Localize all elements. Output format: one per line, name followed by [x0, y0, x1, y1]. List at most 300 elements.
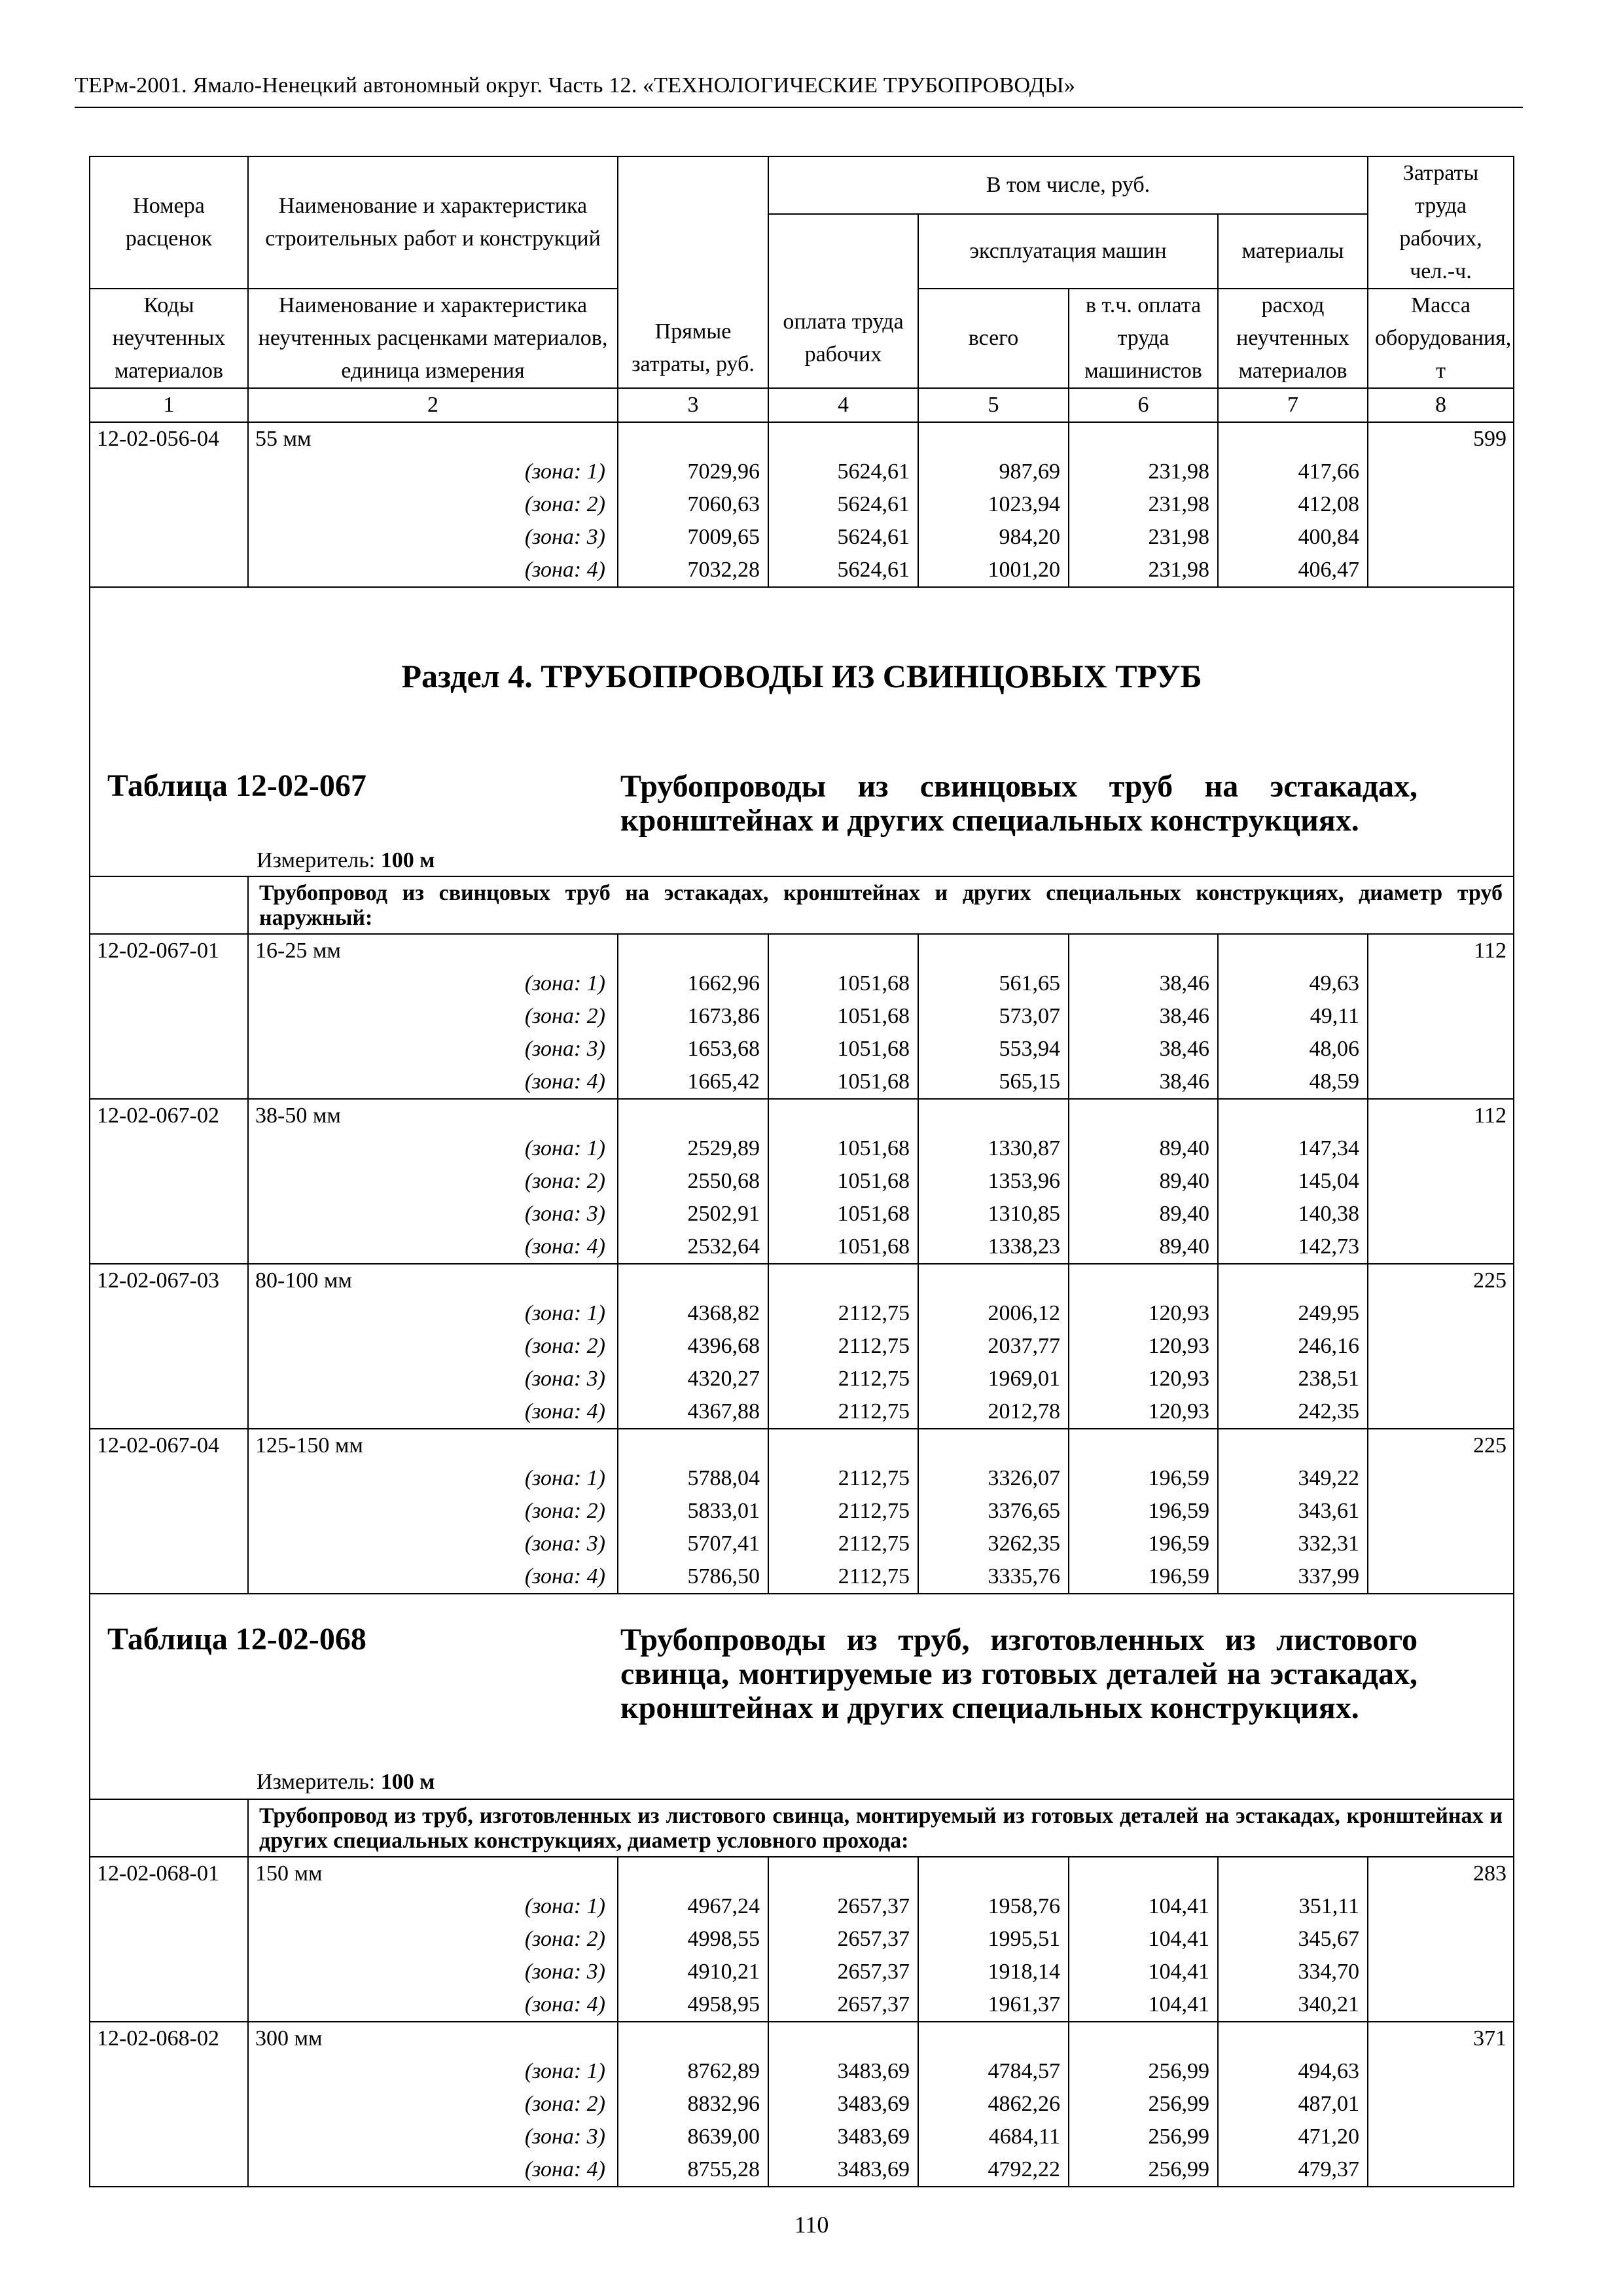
materials-cost: 337,99 — [1218, 1560, 1368, 1594]
zone-label: (зона: 1) — [248, 1890, 618, 1923]
machines-cost: 4784,57 — [918, 2055, 1069, 2088]
empty-cell — [618, 1264, 768, 1297]
empty-cell — [1368, 1560, 1514, 1594]
machines-cost: 1958,76 — [918, 1890, 1069, 1923]
wages-cost: 1051,68 — [768, 1198, 918, 1230]
col-number: 5 — [918, 388, 1069, 422]
machinist-wages: 256,99 — [1069, 2055, 1218, 2088]
zone-label: (зона: 3) — [248, 1198, 618, 1230]
direct-cost: 1653,68 — [618, 1033, 768, 1066]
empty-cell — [1368, 1000, 1514, 1033]
direct-cost: 4998,55 — [618, 1923, 768, 1956]
empty-cell — [90, 1132, 248, 1165]
wages-cost: 1051,68 — [768, 1000, 918, 1033]
zone-row — [90, 521, 1514, 554]
col-including: В том числе, руб. — [768, 156, 1368, 214]
zone-label: (зона: 2) — [248, 1923, 618, 1956]
machinist-wages: 120,93 — [1069, 1395, 1218, 1429]
labor-cost: 283 — [1368, 1857, 1514, 1890]
wages-cost: 5624,61 — [768, 554, 918, 587]
labor-cost: 112 — [1368, 1099, 1514, 1132]
machines-cost: 3326,07 — [918, 1462, 1069, 1495]
empty-cell — [90, 1066, 248, 1099]
wages-cost: 3483,69 — [768, 2153, 918, 2187]
wages-cost: 1051,68 — [768, 1230, 918, 1264]
machines-cost: 1918,14 — [918, 1956, 1069, 1988]
zone-row — [90, 488, 1514, 521]
direct-cost: 5707,41 — [618, 1528, 768, 1560]
machines-cost: 1330,87 — [918, 1132, 1069, 1165]
machinist-wages: 89,40 — [1069, 1198, 1218, 1230]
empty-cell — [1218, 1099, 1368, 1132]
rate-code: 12-02-056-04 — [90, 422, 248, 456]
empty-cell — [90, 1988, 248, 2022]
col-direct: Прямые затраты, руб. — [618, 156, 768, 388]
machinist-wages: 231,98 — [1069, 456, 1218, 488]
wages-cost: 2112,75 — [768, 1560, 918, 1594]
materials-cost: 417,66 — [1218, 456, 1368, 488]
zone-row — [90, 1890, 1514, 1923]
wages-cost: 2112,75 — [768, 1495, 918, 1528]
machinist-wages: 196,59 — [1069, 1528, 1218, 1560]
empty-cell — [1368, 1165, 1514, 1198]
empty-cell — [1368, 1363, 1514, 1395]
zone-row — [90, 967, 1514, 1000]
materials-cost: 345,67 — [1218, 1923, 1368, 1956]
zone-row — [90, 554, 1514, 587]
empty-cell — [1368, 554, 1514, 587]
materials-cost: 487,01 — [1218, 2088, 1368, 2121]
direct-cost: 4396,68 — [618, 1330, 768, 1363]
wages-cost: 1051,68 — [768, 967, 918, 1000]
empty-cell — [768, 934, 918, 967]
empty-cell — [1368, 1230, 1514, 1264]
empty-cell — [768, 1429, 918, 1462]
direct-cost: 4320,27 — [618, 1363, 768, 1395]
rate-code: 12-02-067-01 — [90, 934, 248, 967]
empty-cell — [1368, 1033, 1514, 1066]
empty-cell — [618, 1429, 768, 1462]
empty-cell — [768, 1099, 918, 1132]
empty-cell — [1069, 422, 1218, 456]
machinist-wages: 89,40 — [1069, 1165, 1218, 1198]
direct-cost: 8639,00 — [618, 2121, 768, 2153]
table-067-label: Таблица 12-02-067 — [107, 768, 366, 803]
rates-table — [89, 156, 1514, 2187]
col-machines: эксплуатация машин — [918, 214, 1218, 289]
machines-cost: 987,69 — [918, 456, 1069, 488]
zone-label: (зона: 3) — [248, 2121, 618, 2153]
materials-cost: 246,16 — [1218, 1330, 1368, 1363]
empty-cell — [1368, 521, 1514, 554]
wages-cost: 2112,75 — [768, 1297, 918, 1330]
direct-cost: 7029,96 — [618, 456, 768, 488]
rate-row — [90, 934, 1514, 967]
empty-cell — [1368, 1923, 1514, 1956]
zone-row — [90, 1528, 1514, 1560]
zone-label: (зона: 2) — [248, 488, 618, 521]
empty-cell — [918, 934, 1069, 967]
direct-cost: 5786,50 — [618, 1560, 768, 1594]
materials-cost: 238,51 — [1218, 1363, 1368, 1395]
empty-cell — [1368, 2153, 1514, 2187]
machinist-wages: 38,46 — [1069, 1066, 1218, 1099]
wages-cost: 2112,75 — [768, 1462, 918, 1495]
rate-name: 55 мм — [248, 422, 618, 456]
rate-name: 38-50 мм — [248, 1099, 618, 1132]
empty-cell — [1368, 2121, 1514, 2153]
direct-cost: 2550,68 — [618, 1165, 768, 1198]
materials-cost: 249,95 — [1218, 1297, 1368, 1330]
materials-cost: 49,63 — [1218, 967, 1368, 1000]
direct-cost: 2529,89 — [618, 1132, 768, 1165]
zone-row — [90, 1297, 1514, 1330]
rate-row — [90, 1857, 1514, 1890]
col-machines-total: всего — [918, 289, 1069, 388]
wages-cost: 2112,75 — [768, 1363, 918, 1395]
machinist-wages: 231,98 — [1069, 554, 1218, 587]
direct-cost: 4368,82 — [618, 1297, 768, 1330]
empty-cell — [918, 422, 1069, 456]
materials-cost: 340,21 — [1218, 1988, 1368, 2022]
zone-label: (зона: 2) — [248, 1495, 618, 1528]
zone-label: (зона: 1) — [248, 1297, 618, 1330]
machinist-wages: 231,98 — [1069, 488, 1218, 521]
materials-cost: 343,61 — [1218, 1495, 1368, 1528]
materials-cost: 147,34 — [1218, 1132, 1368, 1165]
machinist-wages: 196,59 — [1069, 1462, 1218, 1495]
empty-cell — [90, 1528, 248, 1560]
machines-cost: 2012,78 — [918, 1395, 1069, 1429]
wages-cost: 1051,68 — [768, 1132, 918, 1165]
empty-cell — [1069, 2022, 1218, 2055]
direct-cost: 4910,21 — [618, 1956, 768, 1988]
rate-name: 125-150 мм — [248, 1429, 618, 1462]
empty-cell — [1368, 1890, 1514, 1923]
empty-cell — [918, 1264, 1069, 1297]
zone-row — [90, 1988, 1514, 2022]
wages-cost: 2112,75 — [768, 1395, 918, 1429]
empty-cell — [1368, 1462, 1514, 1495]
table-068-description: Трубопроводы из труб, изготовленных из листового свинца, монтируемые из готовых деталей на эстакадах, кронштейнах и других специальных конструкциях. — [620, 1623, 1418, 1725]
materials-cost: 400,84 — [1218, 521, 1368, 554]
page-number: 110 — [794, 2212, 829, 2238]
empty-cell — [1069, 934, 1218, 967]
direct-cost: 7009,65 — [618, 521, 768, 554]
empty-cell — [918, 1857, 1069, 1890]
rate-row — [90, 2022, 1514, 2055]
wages-cost: 5624,61 — [768, 488, 918, 521]
measure-value: 100 м — [380, 848, 435, 872]
rate-code: 12-02-067-03 — [90, 1264, 248, 1297]
machines-cost: 984,20 — [918, 521, 1069, 554]
zone-label: (зона: 3) — [248, 1528, 618, 1560]
materials-cost: 145,04 — [1218, 1165, 1368, 1198]
direct-cost: 4367,88 — [618, 1395, 768, 1429]
empty-cell — [1368, 2055, 1514, 2088]
machinist-wages: 38,46 — [1069, 967, 1218, 1000]
section-title: Раздел 4. ТРУБОПРОВОДЫ ИЗ СВИНЦОВЫХ ТРУБ — [401, 658, 1202, 694]
direct-cost: 8832,96 — [618, 2088, 768, 2121]
empty-cell — [1069, 1264, 1218, 1297]
materials-cost: 471,20 — [1218, 2121, 1368, 2153]
col-code-top: Номера расценок — [90, 156, 248, 289]
zone-label: (зона: 2) — [248, 1000, 618, 1033]
empty-cell — [918, 2022, 1069, 2055]
direct-cost: 1665,42 — [618, 1066, 768, 1099]
zone-row — [90, 1165, 1514, 1198]
empty-cell — [1218, 2022, 1368, 2055]
labor-cost: 371 — [1368, 2022, 1514, 2055]
wages-cost: 5624,61 — [768, 521, 918, 554]
empty-cell — [90, 1495, 248, 1528]
empty-cell — [1368, 1297, 1514, 1330]
machinist-wages: 196,59 — [1069, 1495, 1218, 1528]
zone-label: (зона: 4) — [248, 1988, 618, 2022]
table-068-label: Таблица 12-02-068 — [107, 1622, 366, 1657]
zone-row — [90, 1000, 1514, 1033]
empty-cell — [918, 1429, 1069, 1462]
zone-label: (зона: 2) — [248, 1330, 618, 1363]
running-header: ТЕРм-2001. Ямало-Ненецкий автономный округ. Часть 12. «ТЕХНОЛОГИЧЕСКИЕ ТРУБОПРОВОДЫ» — [75, 73, 1076, 98]
materials-cost: 48,06 — [1218, 1033, 1368, 1066]
machines-cost: 4684,11 — [918, 2121, 1069, 2153]
direct-cost: 5833,01 — [618, 1495, 768, 1528]
wages-cost: 3483,69 — [768, 2121, 918, 2153]
zone-row — [90, 2121, 1514, 2153]
labor-cost: 112 — [1368, 934, 1514, 967]
labor-cost: 225 — [1368, 1429, 1514, 1462]
empty-cell — [90, 2153, 248, 2187]
col-name-top: Наименование и характеристика строительных работ и конструкций — [248, 156, 618, 289]
empty-cell — [618, 422, 768, 456]
zone-row — [90, 1132, 1514, 1165]
empty-cell — [90, 1923, 248, 1956]
zone-row — [90, 1066, 1514, 1099]
zone-row — [90, 1033, 1514, 1066]
empty-cell — [618, 934, 768, 967]
machinist-wages: 256,99 — [1069, 2121, 1218, 2153]
zone-label: (зона: 1) — [248, 1462, 618, 1495]
empty-cell — [90, 1462, 248, 1495]
rate-name: 16-25 мм — [248, 934, 618, 967]
wages-cost: 2657,37 — [768, 1890, 918, 1923]
machines-cost: 3335,76 — [918, 1560, 1069, 1594]
machines-cost: 565,15 — [918, 1066, 1069, 1099]
machines-cost: 1338,23 — [918, 1230, 1069, 1264]
machines-cost: 1995,51 — [918, 1923, 1069, 1956]
direct-cost: 7032,28 — [618, 554, 768, 587]
materials-cost: 49,11 — [1218, 1000, 1368, 1033]
col-number: 7 — [1218, 388, 1368, 422]
machines-cost: 561,65 — [918, 967, 1069, 1000]
wages-cost: 3483,69 — [768, 2055, 918, 2088]
materials-cost: 140,38 — [1218, 1198, 1368, 1230]
empty-cell — [1368, 1395, 1514, 1429]
machinist-wages: 231,98 — [1069, 521, 1218, 554]
rate-code: 12-02-068-02 — [90, 2022, 248, 2055]
wages-cost: 2657,37 — [768, 1956, 918, 1988]
rate-row — [90, 422, 1514, 456]
materials-cost: 406,47 — [1218, 554, 1368, 587]
wages-cost: 3483,69 — [768, 2088, 918, 2121]
empty-cell — [90, 1165, 248, 1198]
header-rule — [75, 107, 1523, 108]
labor-cost: 599 — [1368, 422, 1514, 456]
zone-label: (зона: 1) — [248, 1132, 618, 1165]
empty-cell — [90, 967, 248, 1000]
empty-cell — [90, 456, 248, 488]
machinist-wages: 104,41 — [1069, 1956, 1218, 1988]
empty-cell — [1368, 1132, 1514, 1165]
empty-cell — [618, 1099, 768, 1132]
machinist-wages: 120,93 — [1069, 1363, 1218, 1395]
direct-cost: 4958,95 — [618, 1988, 768, 2022]
measure-label: Измеритель: — [257, 848, 376, 872]
empty-cell — [1218, 1857, 1368, 1890]
machines-cost: 1969,01 — [918, 1363, 1069, 1395]
zone-label: (зона: 3) — [248, 521, 618, 554]
machinist-wages: 89,40 — [1069, 1132, 1218, 1165]
empty-cell — [1069, 1429, 1218, 1462]
materials-cost: 349,22 — [1218, 1462, 1368, 1495]
rate-code: 12-02-067-02 — [90, 1099, 248, 1132]
machinist-wages: 256,99 — [1069, 2088, 1218, 2121]
empty-cell — [90, 1560, 248, 1594]
materials-cost: 351,11 — [1218, 1890, 1368, 1923]
col-number: 6 — [1069, 388, 1218, 422]
zone-label: (зона: 4) — [248, 1230, 618, 1264]
zone-label: (зона: 1) — [248, 2055, 618, 2088]
zone-label: (зона: 4) — [248, 2153, 618, 2187]
machines-cost: 2037,77 — [918, 1330, 1069, 1363]
empty-cell — [90, 554, 248, 587]
direct-cost: 1673,86 — [618, 1000, 768, 1033]
zone-row — [90, 1923, 1514, 1956]
zone-label: (зона: 1) — [248, 967, 618, 1000]
machines-cost: 1353,96 — [918, 1165, 1069, 1198]
table-068-subheading: Трубопровод из труб, изготовленных из листового свинца, монтируемый из готовых деталей на эстакадах, кронштейнах и других специальных конструкциях, диаметр условного прохода: — [248, 1799, 1514, 1857]
direct-cost: 8755,28 — [618, 2153, 768, 2187]
materials-cost: 479,37 — [1218, 2153, 1368, 2187]
zone-row — [90, 1395, 1514, 1429]
wages-cost: 2112,75 — [768, 1330, 918, 1363]
machines-cost: 1001,20 — [918, 554, 1069, 587]
rate-name: 80-100 мм — [248, 1264, 618, 1297]
rate-name: 150 мм — [248, 1857, 618, 1890]
rate-code: 12-02-067-04 — [90, 1429, 248, 1462]
empty-cell — [90, 1890, 248, 1923]
zone-label: (зона: 3) — [248, 1956, 618, 1988]
col-number: 1 — [90, 388, 248, 422]
machinist-wages: 256,99 — [1069, 2153, 1218, 2187]
column-numbers-row — [90, 388, 1514, 422]
empty-cell — [1368, 488, 1514, 521]
empty-cell — [1368, 1956, 1514, 1988]
empty-cell — [90, 1363, 248, 1395]
direct-cost: 4967,24 — [618, 1890, 768, 1923]
empty-cell — [1218, 422, 1368, 456]
zone-label: (зона: 3) — [248, 1033, 618, 1066]
machines-cost: 4862,26 — [918, 2088, 1069, 2121]
direct-cost: 2532,64 — [618, 1230, 768, 1264]
empty-cell — [618, 1857, 768, 1890]
machinist-wages: 104,41 — [1069, 1890, 1218, 1923]
machinist-wages: 38,46 — [1069, 1033, 1218, 1066]
empty-cell — [1069, 1099, 1218, 1132]
wages-cost: 2112,75 — [768, 1528, 918, 1560]
direct-cost: 1662,96 — [618, 967, 768, 1000]
zone-label: (зона: 2) — [248, 2088, 618, 2121]
direct-cost: 8762,89 — [618, 2055, 768, 2088]
machinist-wages: 89,40 — [1069, 1230, 1218, 1264]
zone-row — [90, 1560, 1514, 1594]
machines-cost: 4792,22 — [918, 2153, 1069, 2187]
empty-cell — [618, 2022, 768, 2055]
machinist-wages: 120,93 — [1069, 1297, 1218, 1330]
materials-cost: 332,31 — [1218, 1528, 1368, 1560]
machines-cost: 1961,37 — [918, 1988, 1069, 2022]
col-number: 4 — [768, 388, 918, 422]
zone-row — [90, 2153, 1514, 2187]
empty-cell — [1069, 1857, 1218, 1890]
zone-row — [90, 456, 1514, 488]
col-machines-wages: в т.ч. оплата труда машинистов — [1069, 289, 1218, 388]
section-4-block — [90, 587, 1514, 876]
zone-label: (зона: 4) — [248, 1066, 618, 1099]
empty-cell — [1368, 1330, 1514, 1363]
col-number: 2 — [248, 388, 618, 422]
col-labor: Затраты труда рабочих, чел.-ч. — [1368, 156, 1514, 289]
wages-cost: 2657,37 — [768, 1923, 918, 1956]
empty-cell — [90, 1198, 248, 1230]
empty-cell — [1368, 1988, 1514, 2022]
empty-cell — [1368, 1066, 1514, 1099]
machines-cost: 573,07 — [918, 1000, 1069, 1033]
materials-cost: 334,70 — [1218, 1956, 1368, 1988]
machinist-wages: 38,46 — [1069, 1000, 1218, 1033]
table-067-measure — [257, 844, 435, 876]
materials-cost: 142,73 — [1218, 1230, 1368, 1264]
direct-cost: 7060,63 — [618, 488, 768, 521]
empty-cell — [1218, 1264, 1368, 1297]
wages-cost: 1051,68 — [768, 1033, 918, 1066]
empty-cell — [1368, 456, 1514, 488]
col-code-bottom: Коды неучтенных материалов — [90, 289, 248, 388]
col-number: 8 — [1368, 388, 1514, 422]
empty-cell — [90, 2055, 248, 2088]
col-mass: Масса оборудования, т — [1368, 289, 1514, 388]
empty-cell — [1368, 1528, 1514, 1560]
table-068-block — [90, 1594, 1514, 1799]
materials-cost: 242,35 — [1218, 1395, 1368, 1429]
measure-label: Измеритель: — [257, 1770, 376, 1794]
materials-cost: 494,63 — [1218, 2055, 1368, 2088]
empty-cell — [90, 2088, 248, 2121]
measure-value: 100 м — [380, 1770, 435, 1794]
machinist-wages: 104,41 — [1069, 1923, 1218, 1956]
zone-label: (зона: 1) — [248, 456, 618, 488]
zone-row — [90, 1330, 1514, 1363]
machines-cost: 3262,35 — [918, 1528, 1069, 1560]
zone-row — [90, 1956, 1514, 1988]
zone-row — [90, 1495, 1514, 1528]
wages-cost: 1051,68 — [768, 1165, 918, 1198]
rate-row — [90, 1429, 1514, 1462]
empty-cell — [90, 1395, 248, 1429]
col-wages-top — [768, 214, 918, 289]
machines-cost: 2006,12 — [918, 1297, 1069, 1330]
